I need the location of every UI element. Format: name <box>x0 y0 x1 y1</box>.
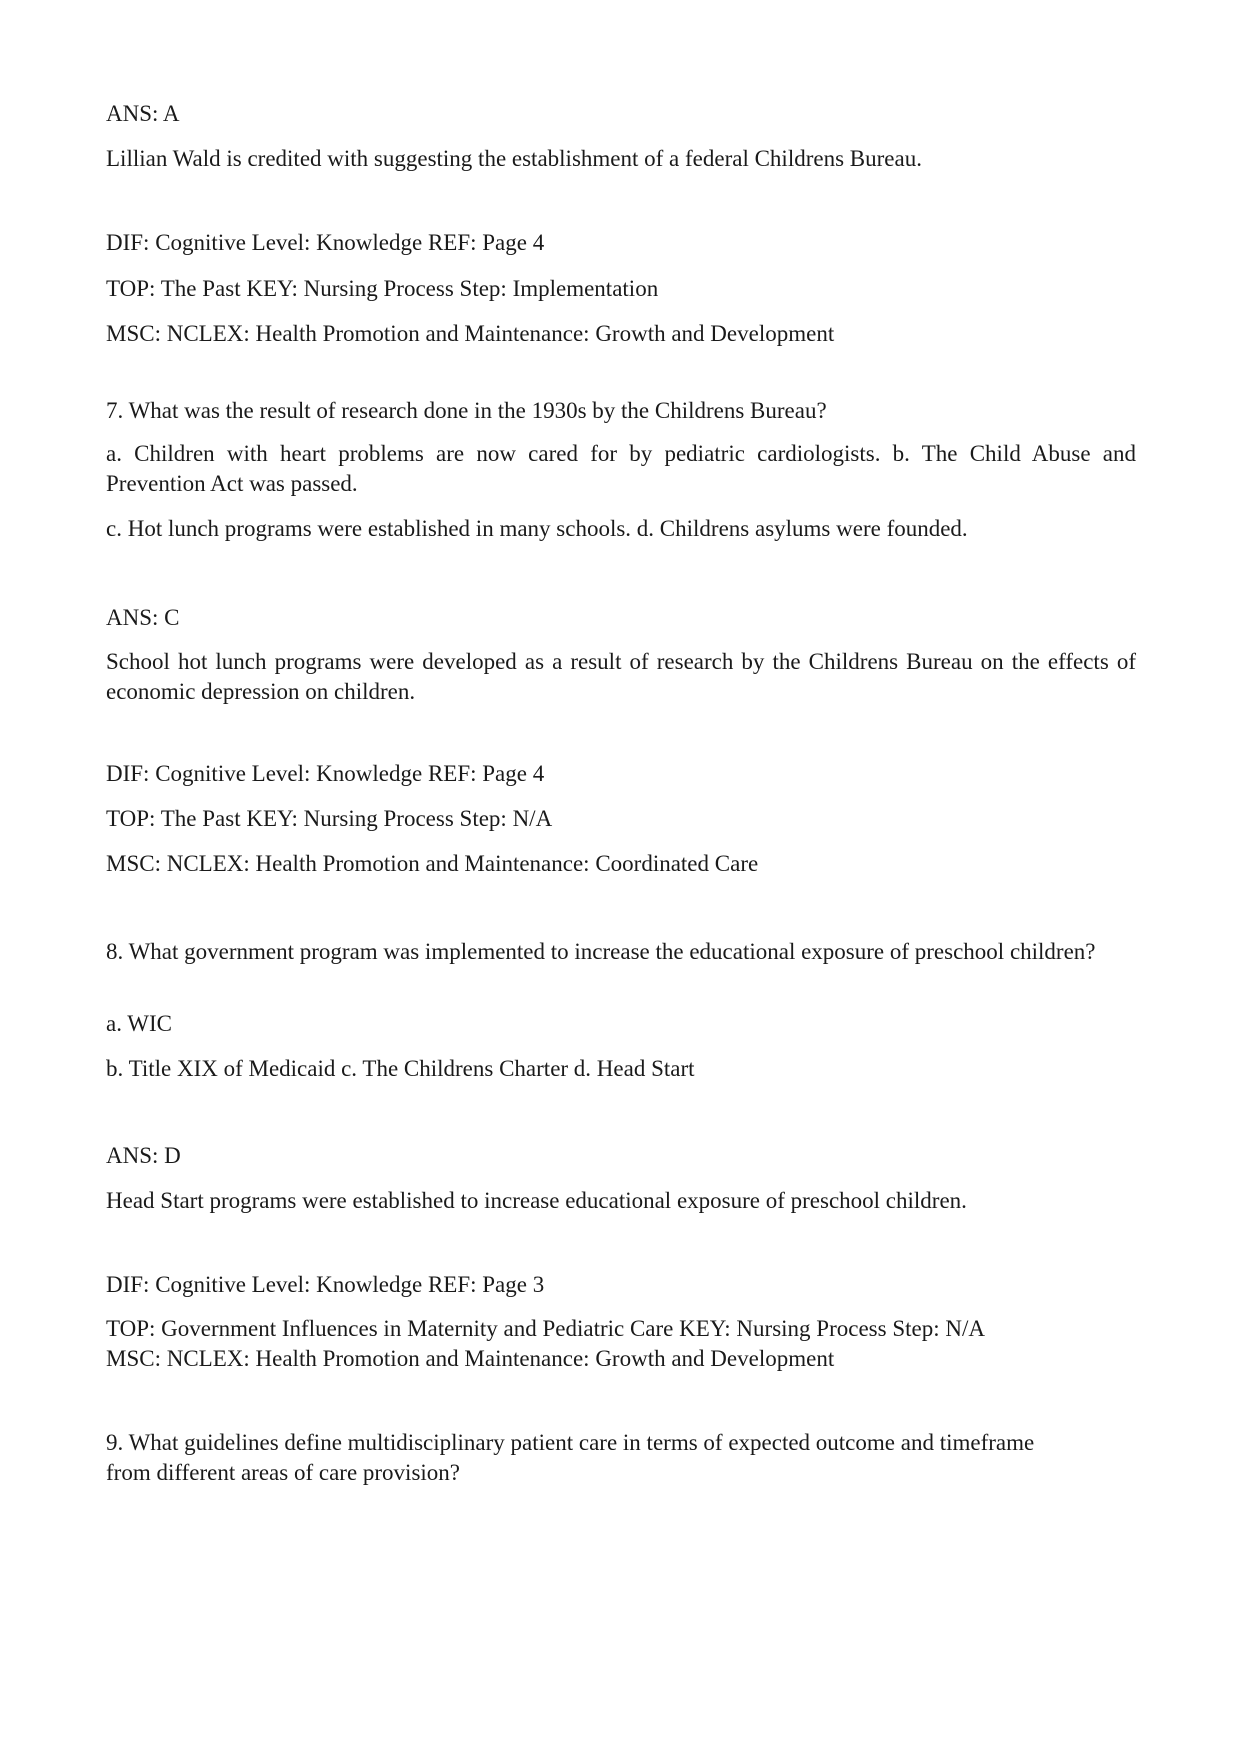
msc-q6: MSC: NCLEX: Health Promotion and Maintenance: Growth and Development <box>106 321 835 346</box>
question-7: 7. What was the result of research done in the 1930s by the Childrens Bureau? <box>106 398 827 423</box>
difficulty-q8: DIF: Cognitive Level: Knowledge REF: Page 3 <box>106 1272 545 1297</box>
option-q8-a: a. WIC <box>106 1011 173 1036</box>
topic-q8: TOP: Government Influences in Maternity and Pediatric Care KEY: Nursing Process Step: N/A <box>106 1316 985 1341</box>
difficulty-q6: DIF: Cognitive Level: Knowledge REF: Page 4 <box>106 230 545 255</box>
answer-key-q6: ANS: A <box>106 101 180 126</box>
difficulty-q7: DIF: Cognitive Level: Knowledge REF: Page 4 <box>106 761 545 786</box>
answer-key-q8: ANS: D <box>106 1143 181 1168</box>
msc-q7: MSC: NCLEX: Health Promotion and Maintenance: Coordinated Care <box>106 851 759 876</box>
answer-key-q7: ANS: C <box>106 605 180 630</box>
rationale-q6: Lillian Wald is credited with suggesting the establishment of a federal Childrens Bureau. <box>106 146 922 171</box>
rationale-q8: Head Start programs were established to increase educational exposure of preschool children. <box>106 1188 967 1213</box>
question-9: 9. What guidelines define multidisciplinary patient care in terms of expected outcome and timeframe from different areas of care provision? <box>106 1430 1035 1485</box>
options-q7-cd: c. Hot lunch programs were established in many schools. d. Childrens asylums were founded. <box>106 516 968 541</box>
rationale-q7: School hot lunch programs were developed as a result of research by the Childrens Bureau on the effects of economic depression on children. <box>106 649 1136 704</box>
options-q7-ab: a. Children with heart problems are now cared for by pediatric cardiologists. b. The Child Abuse and Prevention Act was passed. <box>106 441 1136 496</box>
topic-q7: TOP: The Past KEY: Nursing Process Step: N/A <box>106 806 553 831</box>
topic-q6: TOP: The Past KEY: Nursing Process Step: Implementation <box>106 276 659 301</box>
question-8: 8. What government program was implemented to increase the educational exposure of preschool children? <box>106 939 1096 964</box>
msc-q8: MSC: NCLEX: Health Promotion and Maintenance: Growth and Development <box>106 1346 835 1371</box>
options-q8-bcd: b. Title XIX of Medicaid c. The Childrens Charter d. Head Start <box>106 1056 695 1081</box>
